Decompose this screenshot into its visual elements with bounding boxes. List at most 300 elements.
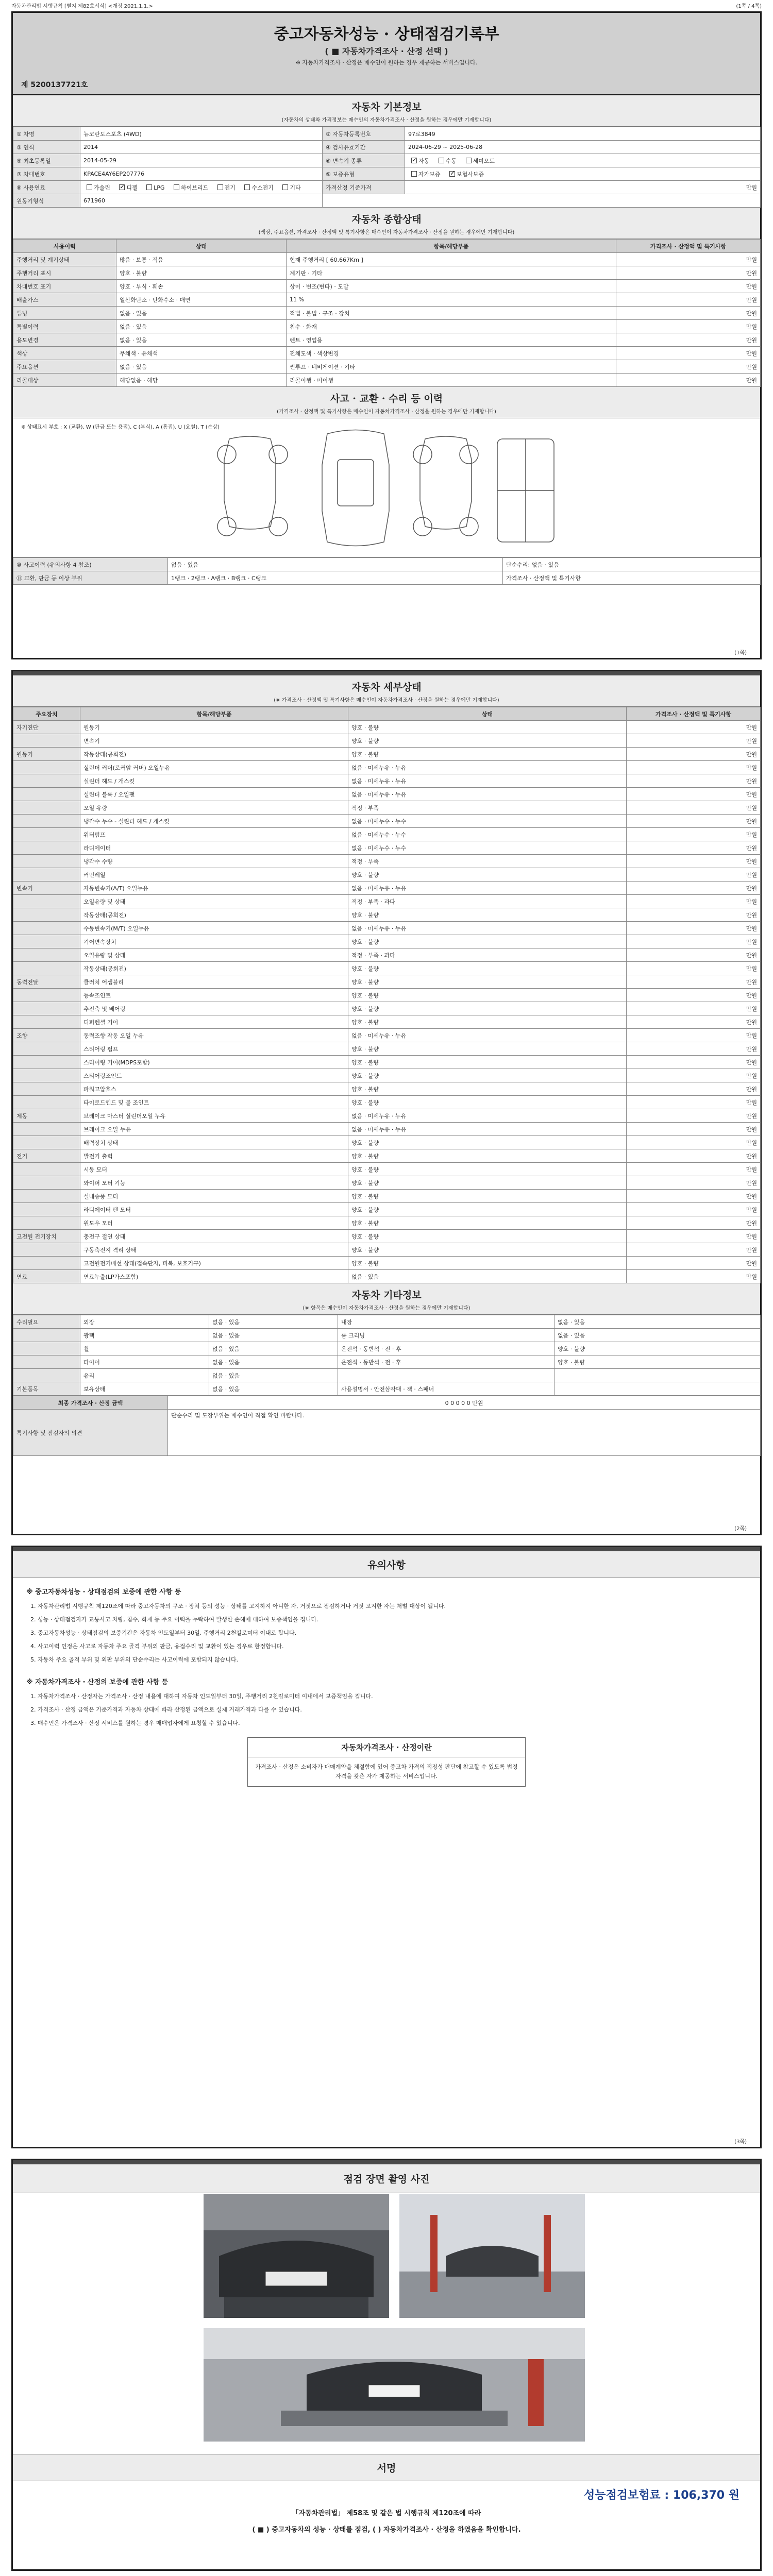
other-row: [13, 1342, 761, 1355]
inspection-photo-side: [399, 2194, 585, 2318]
page-2: [11, 670, 762, 1535]
other-state: 없음 · 있음: [209, 1329, 338, 1342]
detail-group: [13, 1042, 80, 1056]
other-state-2: 양호 · 불량: [554, 1355, 761, 1369]
overall-row: [13, 320, 761, 333]
warranty-insurance[interactable]: ✓ 보험사보증: [446, 170, 484, 178]
detail-price: 만원: [627, 1015, 761, 1029]
detail-price: 만원: [627, 1176, 761, 1190]
first-reg-label: ⑤ 최초등록일: [13, 154, 80, 167]
reg-label: ② 자동차등록번호: [323, 127, 405, 141]
overall-item: 침수 · 화재: [287, 320, 616, 333]
overall-label: 주요옵션: [13, 360, 116, 374]
detail-price: 만원: [627, 989, 761, 1002]
first-reg-value: 2014-05-29: [80, 154, 323, 167]
overall-label: 용도변경: [13, 333, 116, 347]
detail-group: 자기진단: [13, 721, 80, 734]
detail-item: 동력조향 작동 오일 누유: [80, 1029, 348, 1042]
detail-group: [13, 1257, 80, 1270]
detail-price: 만원: [627, 962, 761, 975]
detail-price: 만원: [627, 721, 761, 734]
detail-row: [13, 1069, 761, 1082]
other-item: 외장: [80, 1315, 209, 1329]
detail-group: [13, 761, 80, 774]
vin-label: ⑦ 차대번호: [13, 167, 80, 181]
detail-state: 없음 · 미세누유 · 누유: [348, 788, 627, 801]
overall-item: 전체도색 · 색상변경: [287, 347, 616, 360]
car-diagrams: [13, 418, 760, 557]
warranty-options: [405, 167, 761, 181]
overall-price: 만원: [616, 307, 761, 320]
other-group: 기본품목: [13, 1382, 80, 1396]
damage-value: 1랭크 · 2랭크 · A랭크 · B랭크 · C랭크: [168, 571, 503, 585]
detail-rows: [13, 721, 761, 1283]
detail-row: [13, 922, 761, 935]
detail-group: [13, 801, 80, 815]
overall-price: 만원: [616, 374, 761, 387]
detail-state: 양호 · 불량: [348, 1190, 627, 1203]
detail-price: 만원: [627, 1163, 761, 1176]
detail-title: 자동차 세부상태: [13, 675, 760, 694]
overall-state: 양호 · 부식 · 훼손: [116, 280, 287, 293]
detail-row: [13, 1190, 761, 1203]
detail-row: [13, 1056, 761, 1069]
diagram-legend: ※ 상태표시 부호 : X (교환), W (판금 또는 용접), C (부식), A (흠집), U (요철), T (손상): [21, 425, 220, 430]
overall-state: 없음 · 있음: [116, 333, 287, 347]
year-value: 2014: [80, 141, 323, 154]
certificate-number: 제 5200137721호: [21, 81, 88, 89]
page-number: (3쪽): [734, 2139, 747, 2145]
detail-item: 커먼레일: [80, 868, 348, 882]
overall-header: 항목/해당부품: [287, 240, 616, 253]
other-row: [13, 1315, 761, 1329]
other-info-title: 자동차 기타정보: [13, 1283, 760, 1302]
other-state: 없음 · 있음: [209, 1315, 338, 1329]
detail-item: 윈도우 모터: [80, 1216, 348, 1230]
page-counter: (1쪽 / 4쪽): [736, 4, 762, 9]
detail-price: 만원: [627, 882, 761, 895]
checkbox-icon: [411, 158, 417, 163]
other-state-2: 없음 · 있음: [554, 1329, 761, 1342]
overall-price: 만원: [616, 280, 761, 293]
other-state-2: [554, 1369, 761, 1382]
detail-row: [13, 788, 761, 801]
overall-state: 없음 · 있음: [116, 307, 287, 320]
detail-group: 연료: [13, 1270, 80, 1283]
detail-price: 만원: [627, 895, 761, 908]
page-3: [11, 1546, 762, 2148]
detail-item: 파워고압호스: [80, 1082, 348, 1096]
overall-row: [13, 253, 761, 266]
overall-state: 많음 · 보통 · 적음: [116, 253, 287, 266]
detail-group: 조향: [13, 1029, 80, 1042]
other-item-2: 운전석 · 동반석 · 전 · 후: [338, 1355, 554, 1369]
page-number: (1쪽): [734, 650, 747, 656]
detail-price: 만원: [627, 935, 761, 948]
notice-list-2: [13, 1691, 760, 1728]
overall-row: [13, 347, 761, 360]
detail-price: 만원: [627, 1270, 761, 1283]
motor-label: 원동기형식: [13, 194, 80, 208]
detail-group: [13, 828, 80, 841]
inspection-photo-front: [204, 2194, 389, 2318]
detail-item: 타이로드엔드 및 볼 조인트: [80, 1096, 348, 1109]
checkbox-icon: [174, 184, 179, 190]
detail-group: [13, 788, 80, 801]
overall-label: 리콜대상: [13, 374, 116, 387]
other-item-2: [338, 1369, 554, 1382]
other-row: [13, 1329, 761, 1342]
detail-state: 없음 · 미세누수 · 누수: [348, 828, 627, 841]
detail-row: [13, 1136, 761, 1149]
overall-state: 양호 · 불량: [116, 266, 287, 280]
detail-price: 만원: [627, 1149, 761, 1163]
other-group: [13, 1342, 80, 1355]
detail-item: 등속조인트: [80, 989, 348, 1002]
detail-row: [13, 828, 761, 841]
other-state: 없음 · 있음: [209, 1382, 338, 1396]
overall-price: 만원: [616, 253, 761, 266]
trans-option-auto[interactable]: ✓ 자동: [408, 157, 429, 165]
detail-group: [13, 1136, 80, 1149]
overall-header: 상태: [116, 240, 287, 253]
detail-price: 만원: [627, 1042, 761, 1056]
detail-group: 변속기: [13, 882, 80, 895]
detail-item: 오일유량 및 상태: [80, 895, 348, 908]
detail-row: [13, 1203, 761, 1216]
notice-item: 4. 사고이력 인정은 사고로 자동차 주요 골격 부위의 판금, 용접수리 및 교환이 있는 경우로 한정합니다.: [30, 1643, 284, 1650]
detail-row: [13, 1109, 761, 1123]
detail-state: 없음 · 미세누수 · 누수: [348, 815, 627, 828]
other-row: [13, 1382, 761, 1396]
detail-item: 작동상태(공회전): [80, 748, 348, 761]
detail-row: [13, 1123, 761, 1136]
detail-price: 만원: [627, 1190, 761, 1203]
detail-group: [13, 1069, 80, 1082]
detail-row: [13, 895, 761, 908]
accident-extra: 단순수리: 없음 · 있음: [503, 558, 761, 571]
notice-item: 3. 매수인은 가격조사 · 산정 서비스를 원하는 경우 매매업자에게 요청할 수 있습니다.: [30, 1720, 240, 1726]
price-unit: 만원: [405, 181, 761, 194]
fuel-gasoline[interactable]: 가솔린: [83, 183, 110, 192]
detail-row: [13, 774, 761, 788]
fuel-hybrid[interactable]: 하이브리드: [171, 183, 208, 192]
detail-price: 만원: [627, 1029, 761, 1042]
detail-row: [13, 1082, 761, 1096]
overall-price: 만원: [616, 333, 761, 347]
detail-item: 워터펌프: [80, 828, 348, 841]
detail-row: [13, 721, 761, 734]
overall-price: 만원: [616, 293, 761, 307]
special-text: 단순수리 및 도장부위는 매수인이 직접 확인 바랍니다.: [168, 1410, 761, 1456]
detail-price: 만원: [627, 1069, 761, 1082]
detail-price: 만원: [627, 1230, 761, 1243]
signature-title: 서명: [13, 2454, 760, 2481]
detail-header: 상태: [348, 707, 627, 721]
page-1: [11, 11, 762, 659]
detail-price: 만원: [627, 1056, 761, 1069]
trans-option-manual[interactable]: 수동: [435, 157, 457, 165]
price-label: 가격산정 기준가격: [323, 181, 405, 194]
overall-row: [13, 307, 761, 320]
notice-item: 5. 자동차 주요 골격 부위 및 외판 부위의 단순수리는 사고이력에 포함되지 않습니다.: [30, 1656, 239, 1663]
detail-row: [13, 1029, 761, 1042]
other-item: 타이어: [80, 1355, 209, 1369]
detail-state: 없음 · 미세누유 · 누유: [348, 922, 627, 935]
accident-value: 없음 · 있음: [168, 558, 503, 571]
detail-table: [13, 707, 761, 1283]
detail-item: 스티어링 기어(MDPS포함): [80, 1056, 348, 1069]
detail-item: 브레이크 오일 누유: [80, 1123, 348, 1136]
detail-item: 자동변속기(A/T) 오일누유: [80, 882, 348, 895]
detail-state: 양호 · 불량: [348, 1243, 627, 1257]
other-item-2: 룸 크리닝: [338, 1329, 554, 1342]
detail-row: [13, 734, 761, 748]
detail-item: 작동상태(공회전): [80, 908, 348, 922]
overall-label: 주행거리 표시: [13, 266, 116, 280]
detail-item: 와이퍼 모터 기능: [80, 1176, 348, 1190]
inspection-photo-lift: [204, 2328, 585, 2442]
detail-price: 만원: [627, 1109, 761, 1123]
detail-item: 오일유량 및 상태: [80, 948, 348, 962]
other-state: 없음 · 있음: [209, 1342, 338, 1355]
detail-item: 원동기: [80, 721, 348, 734]
trans-label: ⑥ 변속기 종류: [323, 154, 405, 167]
overall-header: 가격조사 · 산정액 및 특기사항: [616, 240, 761, 253]
detail-row: [13, 1002, 761, 1015]
detail-row: [13, 1015, 761, 1029]
detail-price: 만원: [627, 1203, 761, 1216]
overall-item: 현재 주행거리 [ 60,667Km ]: [287, 253, 616, 266]
detail-price: 만원: [627, 908, 761, 922]
detail-row: [13, 975, 761, 989]
detail-price: 만원: [627, 1136, 761, 1149]
detail-row: [13, 761, 761, 774]
damage-label: ⑪ 교환, 판금 등 이상 부위: [13, 571, 168, 585]
detail-state: 적정 · 부족 · 과다: [348, 895, 627, 908]
overall-label: 차대번호 표기: [13, 280, 116, 293]
valuation-info-title: 자동차가격조사 · 산정이란: [248, 1738, 525, 1757]
detail-price: 만원: [627, 1002, 761, 1015]
year-label: ③ 연식: [13, 141, 80, 154]
detail-item: 배력장치 상태: [80, 1136, 348, 1149]
other-item: 보유상태: [80, 1382, 209, 1396]
other-item-2: 사용설명서 · 안전삼각대 · 잭 · 스패너: [338, 1382, 554, 1396]
warranty-self[interactable]: 자가보증: [408, 170, 441, 178]
detail-row: [13, 868, 761, 882]
trans-option-semi[interactable]: 세미오토: [463, 157, 495, 165]
detail-group: [13, 1123, 80, 1136]
detail-price: 만원: [627, 774, 761, 788]
detail-group: [13, 948, 80, 962]
detail-group: 제동: [13, 1109, 80, 1123]
detail-row: [13, 1042, 761, 1056]
name-value: 뉴코란도스포츠 (4WD): [80, 127, 323, 141]
detail-group: [13, 1216, 80, 1230]
overall-label: 색상: [13, 347, 116, 360]
accident-title: 사고 · 교환 · 수리 등 이력: [13, 387, 760, 406]
overall-item: 계기판 · 기타: [287, 266, 616, 280]
checkbox-icon: [282, 184, 288, 190]
detail-group: [13, 774, 80, 788]
detail-item: 수동변속기(M/T) 오일누유: [80, 922, 348, 935]
detail-row: [13, 1096, 761, 1109]
form-reference: 자동차관리법 시행규칙 [별지 제82호서식] <개정 2021.1.1.>: [11, 4, 153, 9]
detail-state: 없음 · 있음: [348, 1270, 627, 1283]
detail-state: 없음 · 미세누유 · 누유: [348, 761, 627, 774]
trans-options: [405, 154, 761, 167]
overall-state: 없음 · 있음: [116, 360, 287, 374]
detail-group: 원동기: [13, 748, 80, 761]
detail-item: 고전원전기배선 상태(접속단자, 피복, 보호기구): [80, 1257, 348, 1270]
overall-item: 썬루프 · 네비게이션 · 기타: [287, 360, 616, 374]
detail-group: [13, 1082, 80, 1096]
detail-item: 시동 모터: [80, 1163, 348, 1176]
notice-title: 유의사항: [13, 1551, 760, 1578]
detail-state: 없음 · 미세누유 · 누유: [348, 774, 627, 788]
detail-price: 만원: [627, 1096, 761, 1109]
other-item: 광택: [80, 1329, 209, 1342]
notice-item: 1. 자동차관리법 시행규칙 제120조에 따라 중고자동차의 구조 · 장치 등의 성능 · 상태를 고지하지 아니한 자, 거짓으로 점검하거나 거짓 고지한 자는 처벌 대상이 됩니다.: [30, 1603, 446, 1609]
detail-state: 양호 · 불량: [348, 1257, 627, 1270]
detail-group: [13, 1203, 80, 1216]
detail-item: 라디에이터 팬 모터: [80, 1203, 348, 1216]
detail-group: [13, 1190, 80, 1203]
detail-header: 항목/해당부품: [80, 707, 348, 721]
overall-row: [13, 266, 761, 280]
detail-row: [13, 1176, 761, 1190]
detail-price: 만원: [627, 1082, 761, 1096]
other-group: [13, 1355, 80, 1369]
detail-group: [13, 815, 80, 828]
detail-price: 만원: [627, 828, 761, 841]
basic-info-table: [13, 127, 761, 208]
detail-state: 양호 · 불량: [348, 935, 627, 948]
detail-row: [13, 948, 761, 962]
document-top-bar: [0, 0, 773, 10]
detail-state: 양호 · 불량: [348, 1149, 627, 1163]
detail-state: 양호 · 불량: [348, 1056, 627, 1069]
detail-group: [13, 1163, 80, 1176]
detail-group: [13, 1243, 80, 1257]
period-label: ④ 검사유효기간: [323, 141, 405, 154]
detail-group: [13, 1056, 80, 1069]
detail-group: [13, 855, 80, 868]
name-label: ① 차명: [13, 127, 80, 141]
warranty-label: ⑨ 보증유형: [323, 167, 405, 181]
detail-state: 양호 · 불량: [348, 1216, 627, 1230]
other-state-2: 양호 · 불량: [554, 1342, 761, 1355]
detail-item: 발전기 출력: [80, 1149, 348, 1163]
checkbox-icon: [411, 171, 417, 177]
detail-state: 적정 · 부족: [348, 855, 627, 868]
detail-item: 냉각수 누수 - 실린더 헤드 / 개스킷: [80, 815, 348, 828]
detail-item: 스티어링조인트: [80, 1069, 348, 1082]
overall-label: 배출가스: [13, 293, 116, 307]
detail-item: 스티어링 펌프: [80, 1042, 348, 1056]
checkbox-icon: [217, 184, 223, 190]
notice-item: 1. 자동차가격조사 · 산정자는 가격조사 · 산정 내용에 대하여 자동차 인도일부터 30일, 주행거리 2천킬로미터 이내에서 보증책임을 집니다.: [30, 1693, 373, 1700]
detail-state: 양호 · 불량: [348, 1082, 627, 1096]
report-note: ※ 자동차가격조사 · 산정은 매수인이 원하는 경우 제공하는 서비스입니다.: [295, 59, 478, 66]
detail-group: [13, 989, 80, 1002]
other-row: [13, 1355, 761, 1369]
detail-price: 만원: [627, 815, 761, 828]
report-subtitle: ( ■ 자동차가격조사 · 산정 선택 ): [325, 46, 448, 56]
detail-item: 실내송풍 모터: [80, 1190, 348, 1203]
overall-status-title: 자동차 종합상태: [13, 208, 760, 227]
fuel-electric[interactable]: 전기: [214, 183, 236, 192]
accident-note: (가격조사 · 산정액 및 특기사항은 매수인이 자동차가격조사 · 산정을 원하는 경우에만 기재합니다): [13, 406, 760, 418]
checkbox-icon: [439, 158, 444, 163]
other-info-table: [13, 1315, 761, 1396]
accident-table: [13, 557, 761, 585]
detail-state: 양호 · 불량: [348, 1203, 627, 1216]
detail-price: 만원: [627, 761, 761, 774]
detail-price: 만원: [627, 855, 761, 868]
detail-state: 양호 · 불량: [348, 908, 627, 922]
detail-row: [13, 1216, 761, 1230]
detail-state: 양호 · 불량: [348, 734, 627, 748]
detail-item: 충전구 절연 상태: [80, 1230, 348, 1243]
detail-item: 연료누출(LP가스포함): [80, 1270, 348, 1283]
detail-state: 없음 · 미세누유 · 누유: [348, 1109, 627, 1123]
detail-state: 양호 · 불량: [348, 1176, 627, 1190]
detail-group: 고전원 전기장치: [13, 1230, 80, 1243]
basic-info-note: (자동차의 상태와 가격정보는 매수인의 자동차가격조사 · 산정을 원하는 경우에만 기재합니다): [13, 114, 760, 127]
detail-state: 양호 · 불량: [348, 868, 627, 882]
final-price-label: 최종 가격조사 · 산정 금액: [13, 1396, 168, 1410]
detail-item: 실린더 커버(로커암 커버) 오일누유: [80, 761, 348, 774]
other-info-note: (※ 항목은 매수인이 자동차가격조사 · 산정을 원하는 경우에만 기재합니다): [13, 1302, 760, 1315]
detail-group: [13, 895, 80, 908]
detail-item: 라디에이터: [80, 841, 348, 855]
detail-state: 양호 · 불량: [348, 962, 627, 975]
detail-group: [13, 1015, 80, 1029]
detail-state: 양호 · 불량: [348, 1230, 627, 1243]
overall-rows: [13, 253, 761, 387]
fuel-lpg[interactable]: LPG: [143, 184, 164, 191]
detail-row: [13, 1270, 761, 1283]
detail-state: 양호 · 불량: [348, 721, 627, 734]
detail-state: 양호 · 불량: [348, 748, 627, 761]
other-item: 휠: [80, 1342, 209, 1355]
detail-row: [13, 855, 761, 868]
fuel-other[interactable]: 기타: [279, 183, 300, 192]
overall-row: [13, 333, 761, 347]
detail-state: 없음 · 미세누수 · 누수: [348, 841, 627, 855]
overall-item: 적법 · 불법 · 구조 · 장치: [287, 307, 616, 320]
checkbox-icon: [87, 184, 92, 190]
car-rear-photo-icon: [204, 2328, 585, 2442]
detail-row: [13, 1257, 761, 1270]
overall-price: 만원: [616, 347, 761, 360]
car-front-photo-icon: [204, 2194, 389, 2318]
detail-row: [13, 882, 761, 895]
detail-item: 브레이크 마스터 실린더오일 누유: [80, 1109, 348, 1123]
detail-group: [13, 1002, 80, 1015]
other-rows: [13, 1315, 761, 1396]
final-price-value: 0 0 0 0 0 만원: [168, 1396, 761, 1410]
fuel-diesel[interactable]: ✓ 디젤: [116, 183, 137, 192]
detail-header: 주요장치: [13, 707, 80, 721]
basic-info-title: 자동차 기본정보: [13, 95, 760, 114]
detail-price: 만원: [627, 1216, 761, 1230]
fuel-hydrogen[interactable]: 수소전기: [241, 183, 274, 192]
overall-header: 사용이력: [13, 240, 116, 253]
overall-status-table: [13, 239, 761, 387]
detail-item: 클러치 어셈블리: [80, 975, 348, 989]
